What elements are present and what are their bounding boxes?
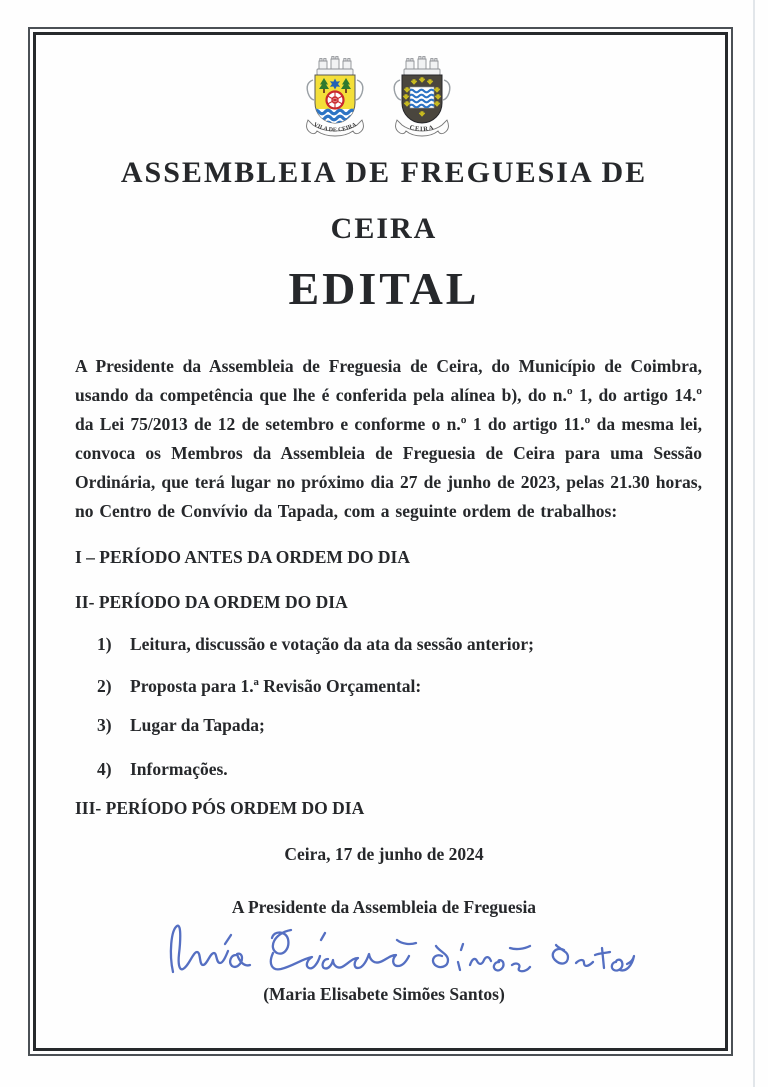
convocation-paragraph: A Presidente da Assembleia de Freguesia de Ceira, do Município de Coimbra, usando da competência que lhe é conferida pela alínea b), do n.º 1, do artigo 14.º da Lei 75/2013 de 12 de setembro e conforme o n.º 1 do artigo 11.º da mesma lei, convoca os Membros da Assembleia de Freguesia de Ceira para uma Sessão Ordinária, que terá lugar no próximo dia 27 de junho de 2023, pelas 21.30 horas, no Centro de Convívio da Tapada, com a seguinte ordem de trabalhos: [75,356,702,521]
wheel-icon [327,92,344,109]
agenda-item-text: Lugar da Tapada; [130,715,265,735]
place-date-line: Ceira, 17 de junho de 2024 [284,844,484,864]
agenda-item [97,634,677,655]
section-heading-2: II- PERÍODO DA ORDEM DO DIA [75,592,348,612]
agenda-item [97,759,677,780]
mural-crown-icon [317,57,353,75]
svg-text:CEIRA [409,124,436,133]
agenda-item-number: 4) [97,759,112,779]
org-name-line2: CEIRA [330,212,438,245]
agenda-item-text: Informações. [130,759,228,779]
coat-of-arms-ceira-icon [392,56,452,140]
mural-crown-icon [404,57,440,75]
agenda-item-number: 2) [97,676,112,696]
section-heading-3: III- PERÍODO PÓS ORDEM DO DIA [75,798,365,818]
ribbon-label: VILA DE CEIRA [312,122,358,134]
ribbon-label: CEIRA [408,124,436,134]
agenda-item [97,715,677,736]
agenda-item-number: 3) [97,715,112,735]
agenda-item-text: Proposta para 1.ª Revisão Orçamental: [130,676,422,696]
handwritten-signature [166,918,638,980]
org-name-line1: ASSEMBLEIA DE FREGUESIA DE [120,156,648,189]
agenda-item [97,676,677,697]
agenda-item-text: Leitura, discussão e votação da ata da sessão anterior; [130,634,534,654]
section-heading-1: I – PERÍODO ANTES DA ORDEM DO DIA [75,547,410,567]
document-title: EDITAL [288,263,480,314]
agenda-item-number: 1) [97,634,112,654]
printed-signer-name: (Maria Elisabete Simões Santos) [263,984,505,1004]
coat-of-arms-vila-de-ceira-icon [302,56,368,140]
signer-role-line: A Presidente da Assembleia de Freguesia [231,897,537,917]
